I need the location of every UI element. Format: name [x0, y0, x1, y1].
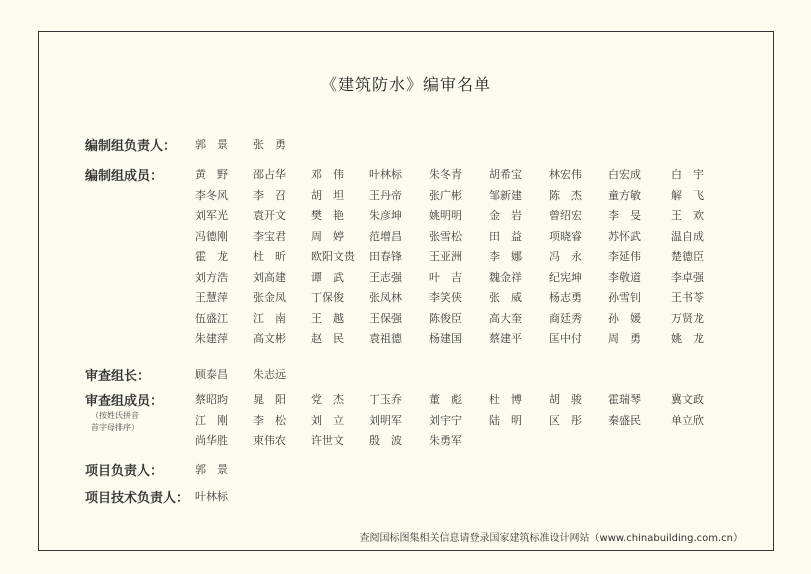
- member-name: 姚 龙: [671, 332, 704, 345]
- member-name: 周 勇: [608, 332, 641, 345]
- member-name: 项晓睿: [549, 229, 582, 243]
- page-title: 《建筑防水》编审名单: [320, 75, 491, 94]
- member-name: 李 召: [253, 188, 286, 202]
- member-name: 蔡昭昀: [195, 393, 228, 406]
- member-name: 冯 永: [549, 250, 582, 263]
- member-name: 李敬道: [608, 270, 641, 284]
- member-name: 温自成: [671, 229, 704, 243]
- member-name: 张 勇: [253, 138, 286, 151]
- member-name: 刘宇宁: [429, 413, 462, 427]
- member-name: 顾泰昌: [195, 368, 228, 381]
- member-name: 李 旻: [608, 209, 641, 222]
- member-name: 李延伟: [608, 250, 641, 263]
- member-name: 王 欢: [671, 209, 704, 222]
- member-name: 殷 波: [369, 434, 402, 447]
- member-name: 曾绍宏: [549, 209, 582, 222]
- member-name: 商廷秀: [549, 311, 582, 325]
- member-name: 朱冬青: [429, 168, 462, 181]
- member-name: 丁玉乔: [369, 393, 402, 406]
- member-name: 欧阳文贵: [311, 250, 355, 263]
- member-name: 王保强: [369, 311, 402, 325]
- section-note: （按姓氏拼音 首字母排序）: [91, 411, 139, 432]
- member-name: 郭 景: [195, 463, 228, 476]
- member-name: 邓 伟: [311, 168, 344, 181]
- member-name: 谭 武: [311, 270, 344, 284]
- member-name: 魏金祥: [489, 270, 522, 284]
- member-name: 刘军光: [195, 209, 228, 222]
- member-name: 万贤龙: [671, 311, 704, 325]
- member-name: 董 彪: [429, 393, 462, 406]
- member-name: 王慧萍: [195, 291, 228, 304]
- member-name: 尚华胜: [195, 434, 228, 447]
- member-name: 范增昌: [369, 229, 402, 243]
- member-name: 李 松: [253, 413, 286, 427]
- member-name: 束伟农: [253, 434, 286, 447]
- member-name: 张 威: [489, 291, 522, 304]
- member-name: 刘明军: [369, 413, 402, 427]
- member-name: 袁开文: [253, 209, 286, 222]
- member-name: 高文彬: [253, 332, 286, 345]
- member-name: 秦盛民: [608, 413, 641, 427]
- section-label: 项目技术负责人：: [85, 491, 190, 506]
- member-name: 孙 媛: [608, 311, 641, 325]
- member-name: 黄 野: [195, 168, 228, 181]
- member-name: 冀文政: [671, 393, 704, 406]
- member-name: 晁 阳: [253, 393, 286, 406]
- member-name: 郭 景: [195, 138, 228, 151]
- member-name: 陆 明: [489, 413, 522, 427]
- member-name: 赵 民: [311, 332, 344, 345]
- section-label: 编制组成员：: [85, 169, 164, 184]
- member-name: 杜 昕: [253, 250, 286, 263]
- member-name: 蔡建平: [489, 332, 522, 345]
- member-name: 王志强: [369, 270, 402, 284]
- member-name: 区 彤: [549, 413, 582, 427]
- member-name: 朱建萍: [195, 332, 228, 345]
- member-name: 解 飞: [671, 188, 704, 202]
- section-label: 审查组成员：: [85, 394, 164, 409]
- member-name: 杜 博: [489, 393, 522, 406]
- member-name: 刘高建: [253, 270, 286, 284]
- member-name: 金 岩: [489, 209, 522, 222]
- member-name: 王 越: [311, 311, 344, 325]
- member-name: 高大奎: [489, 311, 522, 325]
- member-name: 江 南: [253, 311, 286, 325]
- member-name: 叶 吉: [429, 270, 462, 284]
- member-name: 杨建国: [429, 332, 462, 345]
- member-name: 匡中付: [549, 332, 582, 345]
- section-label: 编制组负责人：: [85, 139, 177, 154]
- member-name: 王丹帝: [369, 188, 402, 202]
- member-name: 冯德刚: [195, 229, 228, 243]
- member-name: 杨志勇: [549, 291, 582, 304]
- member-name: 党 杰: [311, 393, 344, 406]
- member-name: 胡 骏: [549, 393, 582, 406]
- member-name: 张金凤: [253, 291, 286, 304]
- member-name: 袁祖德: [369, 332, 402, 345]
- member-name: 张广彬: [429, 188, 462, 202]
- member-name: 刘方浩: [195, 270, 228, 284]
- member-name: 伍盛江: [195, 311, 228, 325]
- document-frame: [38, 31, 774, 551]
- member-name: 朱勇军: [429, 434, 462, 447]
- member-name: 孙雪钊: [608, 291, 641, 304]
- member-name: 李宝君: [253, 229, 286, 243]
- member-name: 胡 坦: [311, 188, 344, 202]
- footer-note: 查阅国标图集相关信息请登录国家建筑标准设计网站（www.chinabuilding.com.cn）: [359, 533, 743, 544]
- member-name: 樊 艳: [311, 209, 344, 222]
- member-name: 霍 龙: [195, 250, 228, 263]
- member-name: 江 刚: [195, 413, 228, 427]
- member-name: 王书苓: [671, 291, 704, 304]
- member-name: 白 宇: [671, 168, 704, 181]
- member-name: 许世文: [311, 434, 344, 447]
- member-name: 李笑侠: [429, 291, 462, 304]
- member-name: 林宏伟: [549, 168, 582, 181]
- member-name: 周 婷: [311, 229, 344, 243]
- member-name: 胡希宝: [489, 168, 522, 181]
- member-name: 叶林标: [195, 490, 228, 503]
- member-name: 田春锋: [369, 250, 402, 263]
- member-name: 霍瑞琴: [608, 393, 641, 406]
- member-name: 张雪松: [429, 229, 462, 243]
- member-name: 苏怀武: [608, 229, 641, 243]
- member-name: 丁保俊: [311, 291, 344, 304]
- member-name: 朱志远: [253, 368, 286, 381]
- member-name: 邵占华: [253, 168, 286, 181]
- member-name: 张凤林: [369, 291, 402, 304]
- member-name: 童方敏: [608, 188, 641, 202]
- member-name: 李 娜: [489, 250, 522, 263]
- member-name: 白宏成: [608, 168, 641, 181]
- member-name: 李卓强: [671, 270, 704, 284]
- member-name: 陈 杰: [549, 188, 582, 202]
- member-name: 王亚洲: [429, 250, 462, 263]
- member-name: 单立欣: [671, 413, 704, 427]
- section-label: 项目负责人：: [85, 464, 164, 479]
- member-name: 楚德臣: [671, 250, 704, 263]
- member-name: 姚明明: [429, 209, 462, 222]
- member-name: 叶林标: [369, 168, 402, 181]
- member-name: 陈俊臣: [429, 311, 462, 325]
- member-name: 田 益: [489, 229, 522, 243]
- section-label: 审查组长：: [85, 369, 151, 384]
- member-name: 李冬风: [195, 188, 228, 202]
- member-name: 邹新建: [489, 188, 522, 202]
- member-name: 刘 立: [311, 413, 344, 427]
- member-name: 朱彦坤: [369, 209, 402, 222]
- member-name: 纪宪坤: [549, 270, 582, 284]
